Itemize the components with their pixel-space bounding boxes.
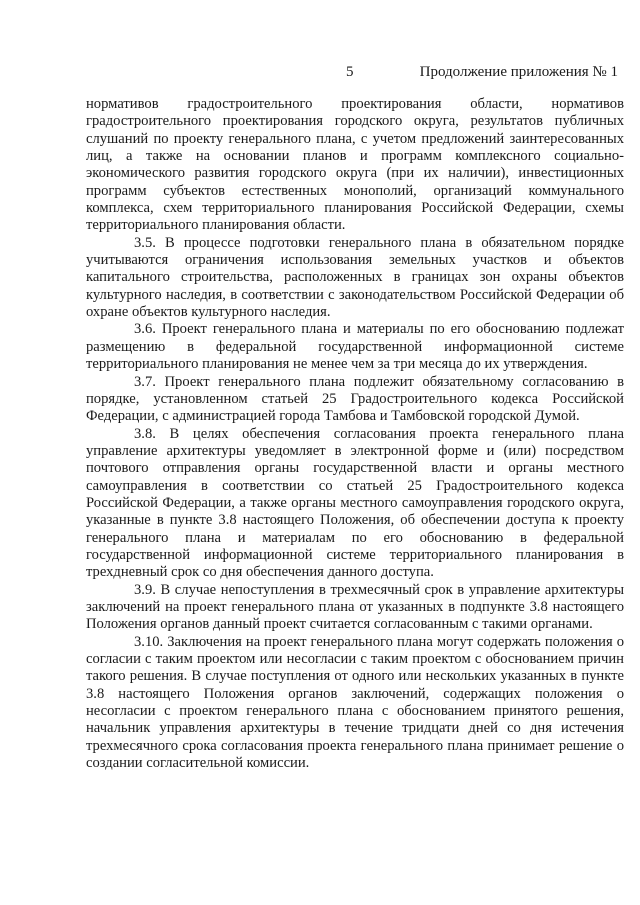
- page-header: [0, 64, 640, 84]
- page-number: 5: [346, 64, 354, 80]
- paragraph-3-5: 3.5. В процессе подготовки генерального плана в обязательном порядке учитываются ограничения использования земельных участков и объектов капитального строительства, расположенных в границах зон охраны объектов культурного наследия, в соответствии с законодательством Российской Федерации об охране объектов культурного наследия.: [86, 234, 624, 321]
- paragraph-3-7: 3.7. Проект генерального плана подлежит обязательному согласованию в порядке, установленном статьей 25 Градостроительного кодекса Российской Федерации, с администрацией города Тамбова и Тамбовской городской Думой.: [86, 373, 624, 425]
- paragraph-3-8: 3.8. В целях обеспечения согласования проекта генерального плана управление архитектуры уведомляет в электронной форме и (или) посредством почтового отправления органы государственной власти и органы местного самоуправления в соответствии со статьей 25 Градостроительного кодекса Российской Федерации, а также органы местного самоуправления городского округа, указанные в пункте 3.8 настоящего Положения, об обеспечении доступа к проекту генерального плана и материалам по его обоснованию в федеральной государственной информационной системе территориального планирования в трехдневный срок со дня обеспечения данного доступа.: [86, 425, 624, 581]
- paragraph-3-6: 3.6. Проект генерального плана и материалы по его обоснованию подлежат размещению в федеральной государственной информационной системе территориального планирования не менее чем за три месяца до их утверждения.: [86, 321, 624, 373]
- paragraph-continuation: нормативов градостроительного проектирования области, нормативов градостроительного проектирования городского округа, результатов публичных слушаний по проекту генерального плана, с учетом предложений заинтересованных лиц, а также на основании планов и программ комплексного социально-экономического развития городского округа (при их наличии), инвестиционных программ субъектов естественных монополий, организаций коммунального комплекса, схем территориального планирования Российской Федерации, схемы территориального планирования области.: [86, 96, 624, 234]
- paragraph-3-10: 3.10. Заключения на проект генерального плана могут содержать положения о согласии с таким проектом или несогласии с таким проектом с обоснованием причин такого решения. В случае поступления от одного или нескольких указанных в пункте 3.8 настоящего Положения органов заключений, содержащих положения о несогласии с проектом генерального плана с обоснованием принятого решения, начальник управления архитектуры в течение тридцати дней со дня истечения трехмесячного срока согласования проекта генерального плана принимает решение о создании согласительной комиссии.: [86, 633, 624, 772]
- appendix-continuation-note: Продолжение приложения № 1: [419, 64, 618, 80]
- document-body: [86, 96, 624, 772]
- paragraph-3-9: 3.9. В случае непоступления в трехмесячный срок в управление архитектуры заключений на проект генерального плана от указанных в подпункте 3.8 настоящего Положения органов данный проект считается согласованным с такими органами.: [86, 581, 624, 633]
